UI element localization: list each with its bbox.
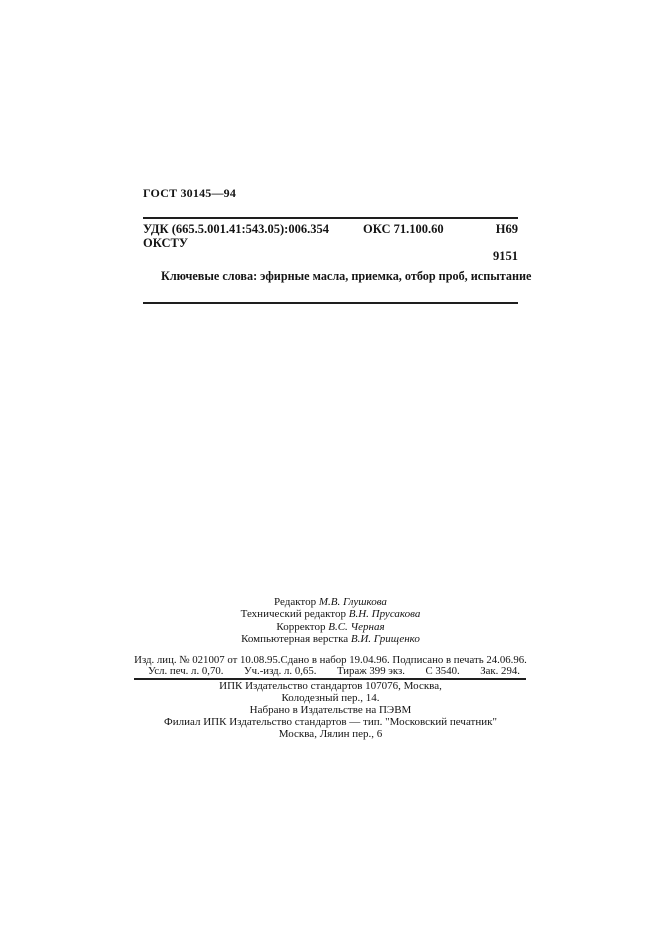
imprint-publisher: ИПК Издательство стандартов 107076, Москва, bbox=[219, 680, 442, 692]
imprint-print-data-line bbox=[134, 665, 526, 680]
imprint-printer-address: Москва, Лялин пер., 6 bbox=[278, 728, 383, 740]
imprint-order-number: Зак. 294. bbox=[480, 665, 520, 677]
okstu-label: ОКСТУ bbox=[143, 236, 189, 250]
editorial-credits bbox=[0, 596, 661, 646]
credit-technical-editor bbox=[0, 608, 661, 620]
catalog-index-code: Н69 bbox=[495, 222, 518, 236]
imprint-publisher-sheets: Уч.-изд. л. 0,65. bbox=[243, 665, 317, 677]
credit-role: Редактор bbox=[274, 596, 317, 608]
credit-role: Компьютерная верстка bbox=[241, 633, 349, 646]
header-horizontal-rule bbox=[143, 217, 518, 219]
imprint-typesetting-note: Набрано в Издательстве на ПЭВМ bbox=[249, 704, 412, 716]
standard-designation: ГОСТ 30145—94 bbox=[143, 186, 237, 200]
credit-editor bbox=[0, 596, 661, 608]
credit-proofreader bbox=[0, 621, 661, 633]
credit-role: Корректор bbox=[276, 620, 326, 633]
imprint-publisher-address: Колодезный пер., 14. bbox=[281, 692, 380, 704]
imprint-conventional-sheets: Усл. печ. л. 0,70. bbox=[148, 665, 224, 677]
keywords-line: Ключевые слова: эфирные масла, приемка, отбор проб, испытание bbox=[161, 269, 532, 283]
imprint-printer: Филиал ИПК Издательство стандартов — тип. "Московский печатник" bbox=[164, 716, 497, 728]
credit-person-name: В.И. Грищенко bbox=[350, 633, 420, 646]
imprint-license-line: Изд. лиц. № 021007 от 10.08.95.Сдано в набор 19.04.96. Подписано в печать 24.06.96. bbox=[134, 654, 527, 666]
section-horizontal-rule bbox=[143, 302, 518, 304]
credit-person-name: М.В. Глушкова bbox=[318, 596, 387, 608]
udk-code: УДК (665.5.001.41:543.05):006.354 bbox=[143, 222, 329, 236]
imprint-print-run: Тираж 399 экз. bbox=[336, 665, 405, 677]
classification-row bbox=[143, 222, 518, 236]
imprint-c-number: С 3540. bbox=[425, 665, 460, 677]
credit-role: Технический редактор bbox=[240, 608, 346, 621]
okstu-code: 9151 bbox=[493, 249, 518, 263]
credit-person-name: В.С. Черная bbox=[328, 620, 385, 633]
credit-dtp bbox=[0, 633, 661, 645]
oks-code: ОКС 71.100.60 bbox=[363, 222, 444, 236]
credit-person-name: В.Н. Прусакова bbox=[348, 608, 421, 621]
